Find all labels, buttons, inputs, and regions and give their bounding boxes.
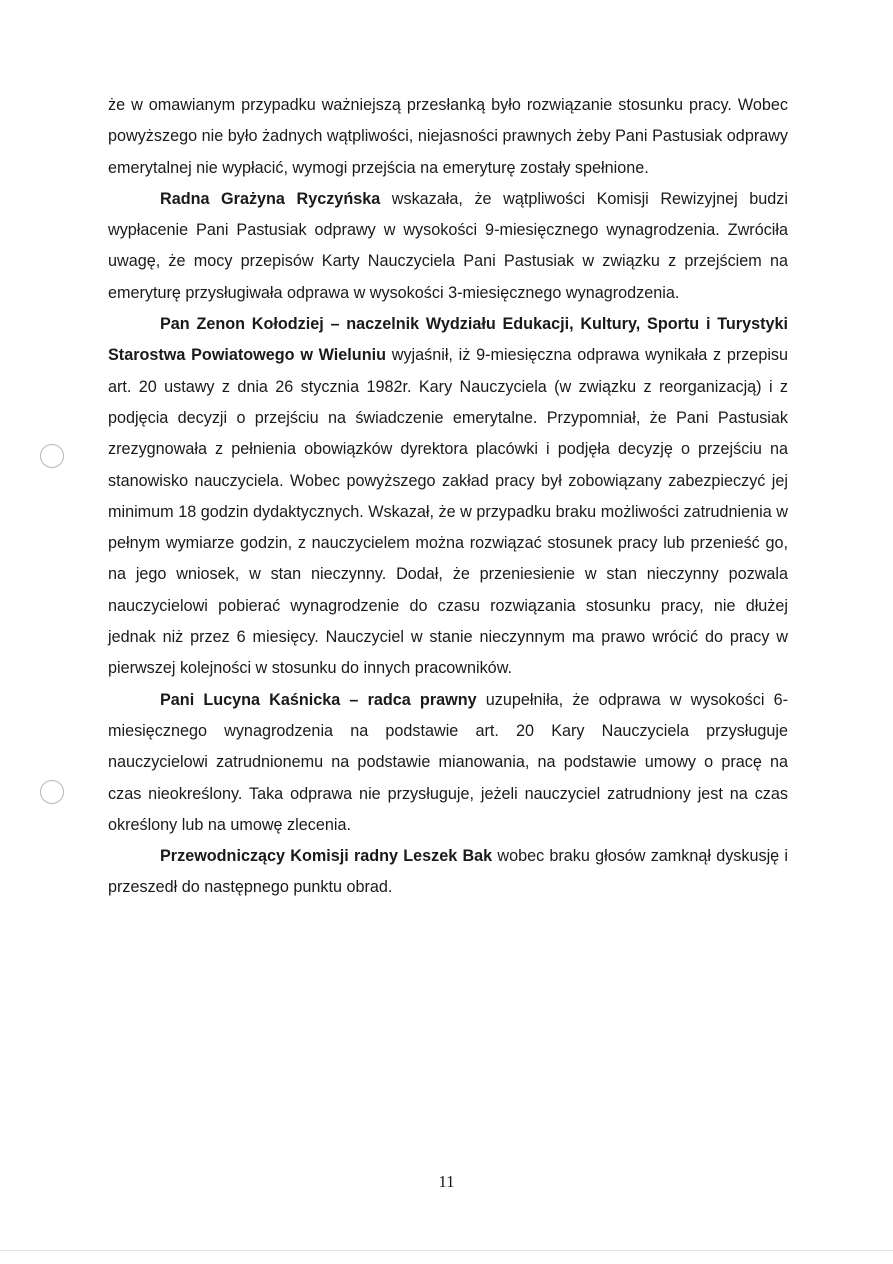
paragraph-3 bbox=[108, 309, 788, 685]
punch-hole-bottom bbox=[40, 780, 64, 804]
paragraph-text: że w omawianym przypadku ważniejszą przesłanką było rozwiązanie stosunku pracy. Wobec powyższego nie było żadnych wątpliwości, niejasności prawnych żeby Pani Pastusiak odprawy emerytalnej nie wypłacić, wymogi przejścia na emeryturę zostały spełnione. bbox=[108, 96, 788, 177]
speaker-name: Przewodniczący Komisji radny Leszek Bak bbox=[160, 847, 493, 866]
paragraph-1 bbox=[108, 90, 788, 184]
paragraph-5 bbox=[108, 841, 788, 904]
speaker-name: Pani Lucyna Kaśnicka – radca prawny bbox=[160, 690, 477, 709]
paragraph-2 bbox=[108, 184, 788, 309]
paragraph-text: uzupełniła, że odprawa w wysokości 6-miesięcznego wynagrodzenia na podstawie art. 20 Kary Nauczyciela przysługuje nauczycielowi zatrudnionemu na podstawie mianowania, na podstawie umowy o pracę na czas nieokreślony. Taka odprawa nie przysługuje, jeżeli nauczyciel zatrudniony jest na czas określony lub na umowę zlecenia. bbox=[108, 690, 788, 834]
paragraph-text: wobec braku głosów zamknął dyskusję i przeszedł do następnego punktu obrad. bbox=[108, 847, 788, 897]
speaker-name: Radna Grażyna Ryczyńska bbox=[160, 189, 381, 208]
paragraph-4 bbox=[108, 685, 788, 841]
page-number: 11 bbox=[438, 1172, 455, 1191]
paragraph-text: wskazała, że wątpliwości Komisji Rewizyjnej budzi wypłacenie Pani Pastusiak odprawy w wysokości 9-miesięcznego wynagrodzenia. Zwróciła uwagę, że mocy przepisów Karty Nauczyciela Pani Pastusiak w związku z przejściem na emeryturę przysługiwała odprawa w wysokości 3-miesięcznego wynagrodzenia. bbox=[108, 189, 788, 302]
body-text bbox=[108, 90, 788, 904]
paragraph-text: wyjaśnił, iż 9-miesięczna odprawa wynikała z przepisu art. 20 ustawy z dnia 26 stycznia 1982r. Kary Nauczyciela (w związku z reorganizacją) i z podjęcia decyzji o przejściu na świadczenie emerytalne. Przypomniał, że Pani Pastusiak zrezygnowała z pełnienia obowiązków dyrektora placówki i podjęła decyzję o przejściu na stanowisko nauczyciela. Wobec powyższego zakład pracy był zobowiązany zabezpieczyć jej minimum 18 godzin dydaktycznych. Wskazał, że w przypadku braku możliwości zatrudnienia w pełnym wymiarze godzin, z nauczycielem można rozwiązać stosunek pracy lub przenieść go, na jego wniosek, w stan nieczynny. Dodał, że przeniesienie w stan nieczynny pozwala nauczycielowi pobierać wynagrodzenie do czasu rozwiązania stosunku pracy, nie dłużej jednak niż przez 6 miesięcy. Nauczyciel w stanie nieczynnym ma prawo wrócić do pracy w pierwszej kolejności w stosunku do innych pracowników. bbox=[108, 346, 789, 678]
punch-hole-top bbox=[40, 444, 64, 468]
speaker-name: Pan Zenon Kołodziej – naczelnik Wydziału Edukacji, Kultury, Sportu i Turystyki Starostwa Powiatowego w Wieluniu bbox=[108, 315, 788, 365]
bottom-edge-line bbox=[0, 1250, 893, 1251]
